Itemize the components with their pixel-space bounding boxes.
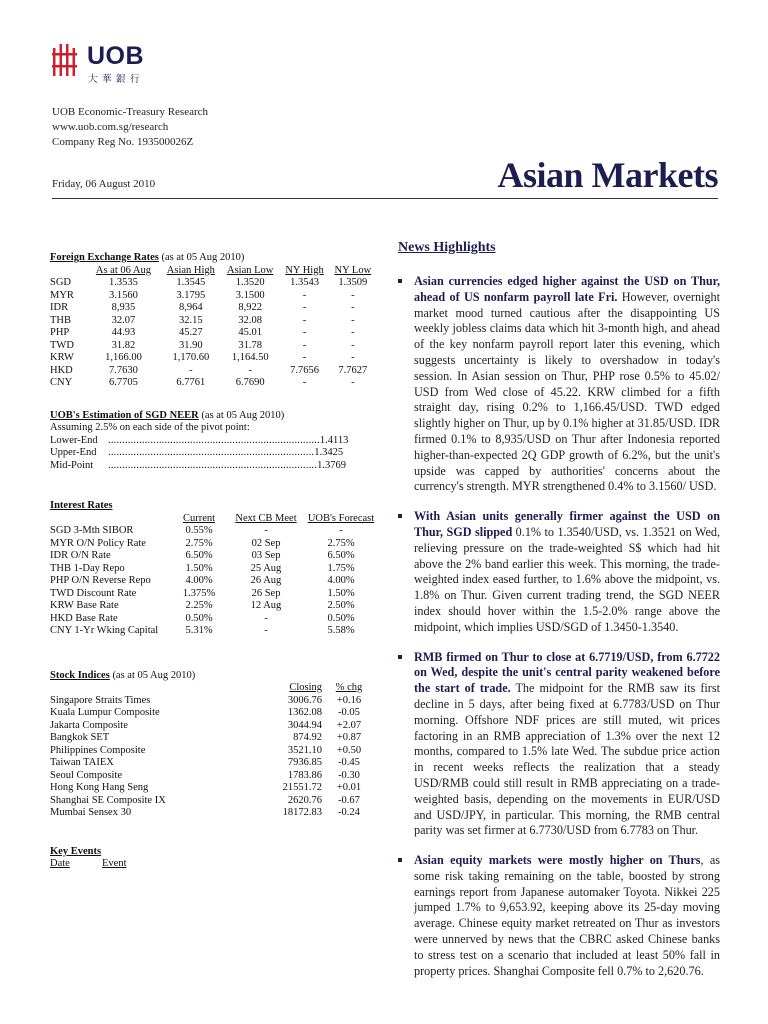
stocks-col-header: Closing — [289, 682, 322, 693]
rates-row — [50, 575, 376, 588]
rates-cell: 6.50% — [327, 550, 355, 561]
neer-assumption: Assuming 2.5% on each side of the pivot point: — [50, 422, 250, 433]
stocks-row — [50, 720, 376, 733]
org-website: www.uob.com.sg/research — [52, 121, 169, 133]
fx-cell: 32.15 — [179, 314, 203, 326]
stock-change: +0.87 — [336, 732, 362, 743]
neer-value: 1.3769 — [317, 459, 346, 471]
rates-name: HKD Base Rate — [50, 612, 118, 624]
stocks-row — [50, 732, 376, 745]
header-divider — [52, 198, 718, 199]
stock-change: -0.05 — [338, 707, 360, 718]
rates-name: TWD Discount Rate — [50, 587, 137, 599]
fx-cell: 31.78 — [238, 339, 263, 351]
fx-section — [50, 252, 376, 390]
rates-cell: 26 Sep — [251, 587, 281, 599]
stock-change: +0.50 — [336, 744, 362, 756]
events-col-date: Date — [50, 858, 70, 869]
fx-row — [50, 340, 376, 353]
neer-value: 1.4113 — [319, 434, 349, 446]
neer-leader: .......................................................................... — [108, 459, 318, 471]
neer-leader: ......................................................................... — [108, 447, 315, 458]
news-item — [398, 650, 720, 840]
neer-subtitle: (as at 05 Aug 2010) — [201, 409, 285, 421]
stock-change: -0.67 — [338, 794, 360, 806]
bullet-icon — [398, 858, 402, 862]
rates-name: PHP O/N Reverse Repo — [50, 575, 151, 586]
fx-cell: 32.07 — [111, 314, 136, 326]
fx-header-row — [50, 265, 376, 278]
rates-name: THB 1-Day Repo — [50, 562, 125, 574]
rates-cell: 12 Aug — [250, 600, 282, 611]
fx-cell: 1,170.60 — [172, 352, 210, 363]
uob-logo — [52, 42, 172, 85]
stocks-row — [50, 757, 376, 770]
fx-cell: 1.3545 — [176, 277, 206, 288]
rates-name: CNY 1-Yr Wking Capital — [50, 625, 159, 636]
fx-cell: 6.7705 — [109, 377, 138, 388]
stock-index-name: Shanghai SE Composite IX — [50, 794, 166, 806]
fx-currency: THB — [50, 314, 71, 326]
fx-cell: - — [351, 302, 355, 313]
stocks-row — [50, 795, 376, 808]
rates-col-header — [50, 513, 172, 526]
fx-title: Foreign Exchange Rates — [50, 252, 159, 263]
rates-cell: 4.00% — [327, 575, 355, 586]
stocks-header-row — [50, 682, 376, 695]
fx-row — [50, 327, 376, 340]
fx-col-header: NY High — [285, 264, 324, 276]
fx-cell: - — [302, 377, 307, 388]
rates-name: KRW Base Rate — [50, 600, 119, 611]
stock-change: -0.45 — [338, 757, 360, 768]
bullet-icon — [398, 279, 402, 283]
fx-currency: MYR — [50, 289, 74, 301]
fx-row — [50, 377, 376, 390]
rates-cell: 2.75% — [327, 537, 355, 549]
rates-cell: 5.31% — [185, 625, 213, 636]
news-item-lead: Asian currencies edged higher against the USD on Thur, ahead of US nonfarm payroll late Fri. — [414, 274, 720, 304]
stocks-heading — [50, 670, 376, 683]
fx-cell: 3.1500 — [235, 289, 265, 301]
fx-cell: - — [351, 314, 355, 326]
stock-change: -0.24 — [338, 807, 360, 818]
rates-table — [50, 513, 376, 638]
stocks-table — [50, 682, 376, 820]
rates-cell: 1.50% — [327, 587, 355, 599]
rates-row — [50, 550, 376, 563]
fx-cell: - — [302, 289, 307, 301]
org-reg-no: Company Reg No. 193500026Z — [52, 136, 194, 148]
fx-row — [50, 277, 376, 290]
stock-closing: 3521.10 — [287, 744, 322, 756]
fx-subtitle: (as at 05 Aug 2010) — [161, 252, 245, 263]
neer-title: UOB's Estimation of SGD NEER — [50, 409, 199, 421]
fx-cell: 7.7627 — [338, 364, 368, 376]
org-info — [52, 105, 208, 150]
stock-change: +0.01 — [336, 782, 362, 793]
logo-chinese-text: 大華銀行 — [88, 74, 145, 85]
fx-cell: 8,935 — [111, 302, 136, 313]
fx-row — [50, 302, 376, 315]
fx-cell: 3.1560 — [109, 289, 138, 301]
news-item-body: 0.1% to 1.3540/USD, vs. 1.3521 on Wed, relieving pressure on the trade-weighted S$ which had hit above the 2% band earlier this week. This morning, the trade-weighted index eased further, to 1.6% above the midpoint, vs. 1.8% on Thur. Given current trading trend, the SGD NEER index should hover within the 1.5-2.0% range above the midpoint, which implies USD/SGD of 1.3450-1.3540. — [414, 524, 720, 634]
fx-cell: - — [351, 377, 355, 388]
news-list — [398, 274, 720, 993]
rates-row — [50, 563, 376, 576]
stock-closing: 2620.76 — [287, 794, 322, 806]
events-col-event: Event — [102, 858, 127, 869]
fx-cell: 1,166.00 — [105, 352, 142, 363]
fx-cell: 1.3543 — [290, 277, 319, 288]
fx-cell: - — [302, 352, 307, 363]
stock-closing: 3006.76 — [287, 694, 322, 706]
fx-cell: - — [302, 314, 307, 326]
fx-table — [50, 265, 376, 390]
rates-title: Interest Rates — [50, 500, 113, 511]
fx-cell: 8,964 — [179, 302, 203, 313]
rates-cell: 0.50% — [327, 612, 355, 624]
rates-cell: 26 Aug — [250, 575, 282, 586]
stocks-row — [50, 695, 376, 708]
rates-cell: - — [264, 525, 268, 536]
events-title: Key Events — [50, 845, 102, 857]
stock-index-name: Bangkok SET — [50, 732, 110, 743]
rates-cell: - — [339, 525, 343, 536]
neer-label: Upper-End — [50, 447, 97, 458]
news-item — [398, 509, 720, 635]
rates-col-header: Next CB Meet — [235, 512, 297, 524]
fx-cell: 7.7656 — [290, 364, 319, 376]
neer-heading — [50, 410, 376, 423]
stock-closing: 7936.85 — [287, 757, 322, 768]
rates-cell: 0.55% — [185, 525, 213, 536]
fx-cell: - — [351, 352, 355, 363]
neer-value: 1.3425 — [314, 447, 344, 458]
stock-closing: 18172.83 — [282, 807, 322, 818]
rates-row — [50, 613, 376, 626]
stock-closing: 874.92 — [293, 732, 322, 743]
stock-index-name: Taiwan TAIEX — [50, 757, 114, 768]
rates-cell: 03 Sep — [251, 550, 281, 561]
fx-cell: - — [302, 302, 307, 313]
fx-currency: SGD — [50, 277, 72, 288]
fx-cell: 45.01 — [238, 327, 263, 338]
rates-cell: 1.50% — [185, 562, 213, 574]
rates-cell: 0.50% — [185, 612, 213, 624]
events-header-row — [50, 858, 376, 871]
fx-cell: - — [351, 289, 355, 301]
stocks-row — [50, 807, 376, 820]
stocks-subtitle: (as at 05 Aug 2010) — [112, 669, 196, 681]
fx-cell: 31.90 — [179, 339, 203, 351]
fx-cell: 1,164.50 — [231, 352, 269, 363]
stock-closing: 1362.08 — [287, 707, 322, 718]
fx-cell: 6.7761 — [176, 377, 206, 388]
market-data-column — [50, 252, 376, 871]
rates-cell: 5.58% — [327, 625, 355, 636]
fx-cell: 7.7630 — [109, 364, 138, 376]
org-name: UOB Economic-Treasury Research — [52, 106, 208, 118]
stock-index-name: Singapore Straits Times — [50, 694, 151, 706]
fx-currency: TWD — [50, 339, 74, 351]
stock-closing: 1783.86 — [287, 769, 322, 781]
news-item — [398, 853, 720, 979]
neer-row — [50, 435, 376, 448]
stocks-row — [50, 707, 376, 720]
stocks-row — [50, 745, 376, 758]
stock-change: +2.07 — [336, 719, 362, 731]
fx-heading — [50, 252, 376, 265]
news-item-lead: Asian equity markets were mostly higher on Thurs — [414, 853, 701, 868]
news-item-body: However, overnight market mood turned cautious after the disappointing US weekly jobless claims data which hit 3-month high, and ahead of the key nonfarm payroll report later this evening, which suggests uncertainty is likely to overshadow in today's session. In Asian session on Thur, PHP rose 0.5% to 45.02/ USD from Wed close of 45.22. KRW climbed for a fifth straight day, rising 0.2% to 1,166.45/USD. TWD edged slightly higher on Thur, up by 0.1% higher at 31.85/USD. IDR firmed 0.1% to 8,935/USD on Thur after Indonesia reported higher-than-expected 2Q GDP growth of 6.2%, but the unit's upside was capped by authorities' concerns about the currency's strength. MYR strengthened 0.4% to 3.1560/ USD. — [414, 289, 720, 494]
stock-change: -0.30 — [338, 769, 360, 781]
fx-cell: - — [351, 327, 355, 338]
rates-col-header: UOB's Forecast — [307, 512, 375, 524]
rates-cell: - — [264, 612, 268, 624]
rates-cell: 2.75% — [185, 537, 213, 549]
neer-label: Mid-Point — [50, 459, 94, 471]
news-item — [398, 274, 720, 495]
rates-cell: 25 Aug — [250, 562, 282, 574]
report-date: Friday, 06 August 2010 — [52, 178, 156, 190]
neer-label: Lower-End — [50, 434, 98, 446]
fx-row — [50, 365, 376, 378]
fx-cell: 1.3509 — [338, 277, 368, 288]
rates-cell: - — [264, 625, 268, 636]
fx-cell: - — [248, 364, 252, 376]
fx-cell: 31.82 — [111, 339, 136, 351]
neer-row — [50, 460, 376, 473]
rates-cell: 1.75% — [327, 562, 355, 574]
rates-cell: 02 Sep — [251, 537, 281, 549]
rates-cell: 2.50% — [327, 600, 355, 611]
fx-currency: IDR — [50, 302, 69, 313]
logo-text: UOB — [87, 42, 145, 70]
uob-logo-icon — [52, 42, 81, 80]
neer-leader: ........................................................................... — [108, 434, 320, 446]
fx-col-header: As at 06 Aug — [95, 264, 151, 276]
rates-row — [50, 588, 376, 601]
news-item-body: The midpoint for the RMB saw its first decline in 5 days, after being fixed at 6.7783/USD on Thur morning. Offshore NDF prices are still muted, wit prices factoring in an RMB appreciation of 1.3% over the next 12 months, compared to 1.5% late Wed. The subdue price action in recent weeks reflects the realization that a steady USD/RMB could still result in RMB appreciating on a trade-weighted basis, depending on the movements in EUR/USD and USD/JPY, in particular. This morning, the RMB central parity was set firmer at 6.7730/USD from 6.7783 on Thur. — [414, 681, 720, 838]
stocks-col-header: % chg — [335, 682, 363, 693]
rates-header-row — [50, 513, 376, 526]
rates-row — [50, 538, 376, 551]
fx-cell: 1.3535 — [109, 277, 138, 288]
fx-col-header: Asian Low — [227, 264, 274, 276]
rates-name: IDR O/N Rate — [50, 550, 111, 561]
fx-cell: 44.93 — [111, 327, 136, 338]
rates-cell: 6.50% — [185, 550, 213, 561]
fx-currency: CNY — [50, 377, 73, 388]
fx-currency: HKD — [50, 364, 73, 376]
rates-section — [50, 500, 376, 638]
news-item-lead: With Asian units generally firmer against the USD on Thur, SGD slipped — [414, 509, 720, 539]
rates-name: SGD 3-Mth SIBOR — [50, 525, 134, 536]
rates-name: MYR O/N Policy Rate — [50, 537, 146, 549]
fx-cell: 1.3520 — [235, 277, 265, 288]
fx-cell: 8,922 — [238, 302, 263, 313]
fx-cell: 3.1795 — [176, 289, 206, 301]
stock-index-name: Mumbai Sensex 30 — [50, 807, 132, 818]
stock-index-name: Hong Kong Hang Seng — [50, 782, 149, 793]
fx-cell: 32.08 — [238, 314, 263, 326]
rates-col-header: Current — [182, 512, 216, 524]
stock-index-name: Philippines Composite — [50, 744, 146, 756]
neer-row — [50, 447, 376, 460]
rates-cell: 1.375% — [182, 587, 216, 599]
rates-row — [50, 600, 376, 613]
stocks-row — [50, 770, 376, 783]
fx-currency: PHP — [50, 327, 70, 338]
bullet-icon — [398, 655, 402, 659]
stock-index-name: Seoul Composite — [50, 769, 123, 781]
fx-cell: - — [302, 327, 307, 338]
fx-cell: - — [189, 364, 193, 376]
stock-index-name: Jakarta Composite — [50, 719, 128, 731]
fx-cell: 45.27 — [179, 327, 203, 338]
news-item-lead: RMB firmed on Thur to close at 6.7719/USD, from 6.7722 on Wed, despite the unit's central parity weakened before the start of trade. — [414, 649, 720, 696]
fx-row — [50, 290, 376, 303]
fx-row — [50, 315, 376, 328]
rates-row — [50, 525, 376, 538]
rates-cell: 2.25% — [185, 600, 213, 611]
news-highlights-title: News Highlights — [398, 240, 496, 255]
rates-cell: 4.00% — [185, 575, 213, 586]
bullet-icon — [398, 514, 402, 518]
fx-cell: - — [351, 339, 355, 351]
events-section — [50, 846, 376, 871]
stocks-col-header — [50, 682, 260, 695]
fx-col-header — [50, 265, 86, 278]
fx-row — [50, 352, 376, 365]
stock-index-name: Kuala Lumpur Composite — [50, 707, 160, 718]
report-title: Asian Markets — [497, 155, 718, 195]
stock-closing: 21551.72 — [282, 782, 322, 793]
stock-change: +0.16 — [336, 694, 362, 706]
fx-cell: - — [302, 339, 307, 351]
stocks-section — [50, 670, 376, 820]
neer-section — [50, 410, 376, 473]
fx-col-header: Asian High — [166, 264, 215, 276]
rates-row — [50, 625, 376, 638]
news-item-body: , as some risk taking remaining on the table, boosted by strong earnings report from Japanese automaker Toyota. Nikkei 225 jumped 1.7% to 9,653.92, keeping above its 25-day moving average. Chinese equity market retreated on Thur as investors were unnerved by news that the CBRC asked Chinese banks to stress test on a scenario that included at least 50% fall in property prices. Shanghai Composite fell 0.7% to 2,620.76. — [414, 853, 720, 978]
fx-col-header: NY Low — [334, 264, 372, 276]
fx-cell: 6.7690 — [235, 377, 265, 388]
stocks-title: Stock Indices — [50, 669, 110, 681]
fx-currency: KRW — [50, 352, 74, 363]
stocks-row — [50, 782, 376, 795]
stock-closing: 3044.94 — [287, 719, 322, 731]
